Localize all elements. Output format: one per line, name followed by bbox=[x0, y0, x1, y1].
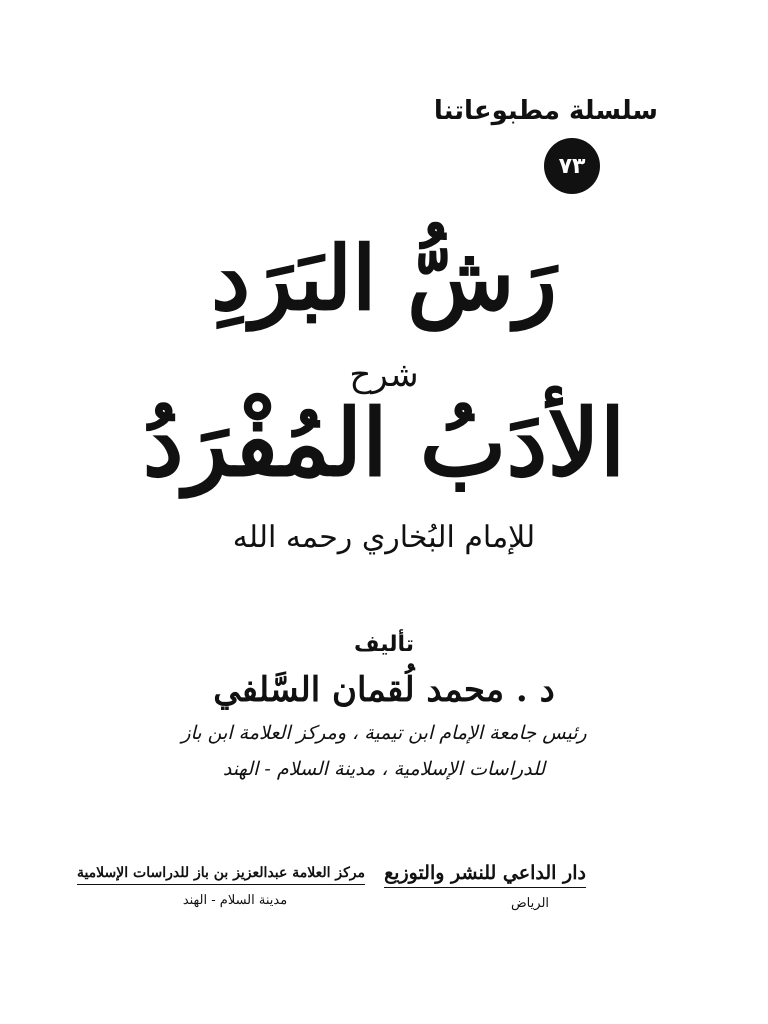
book-title-connector: شرح bbox=[349, 355, 419, 395]
series-number-badge bbox=[544, 138, 600, 194]
publisher-right-name: دار الداعي للنشر والتوزيع bbox=[384, 862, 586, 888]
author-affiliation-line-2: للدراسات الإسلامية ، مدينة السلام - الهند bbox=[222, 758, 546, 780]
book-title-secondary: الأدَبُ المُفْرَدُ bbox=[142, 389, 626, 497]
publisher-right bbox=[355, 862, 615, 911]
publisher-left-place: مدينة السلام - الهند bbox=[182, 893, 288, 908]
publisher-left bbox=[76, 862, 365, 908]
publisher-left-name: مركز العلامة عبدالعزيز بن باز للدراسات الإسلامية bbox=[77, 865, 365, 885]
author-heading: تأليف bbox=[354, 632, 414, 657]
book-title-imam: للإمام البُخاري رحمه الله bbox=[232, 520, 536, 555]
series-label: سلسلة مطبوعاتنا bbox=[433, 96, 658, 126]
publisher-right-place: الرياض bbox=[510, 896, 550, 911]
author-name: د . محمد لُقمان السَّلفي bbox=[213, 670, 555, 710]
series-number: ٧٣ bbox=[558, 153, 586, 179]
author-affiliation-line-1: رئيس جامعة الإمام ابن تيمية ، ومركز العلامة ابن باز bbox=[181, 722, 587, 744]
book-title-main: رَشُّ البَرَدِ bbox=[210, 226, 558, 330]
